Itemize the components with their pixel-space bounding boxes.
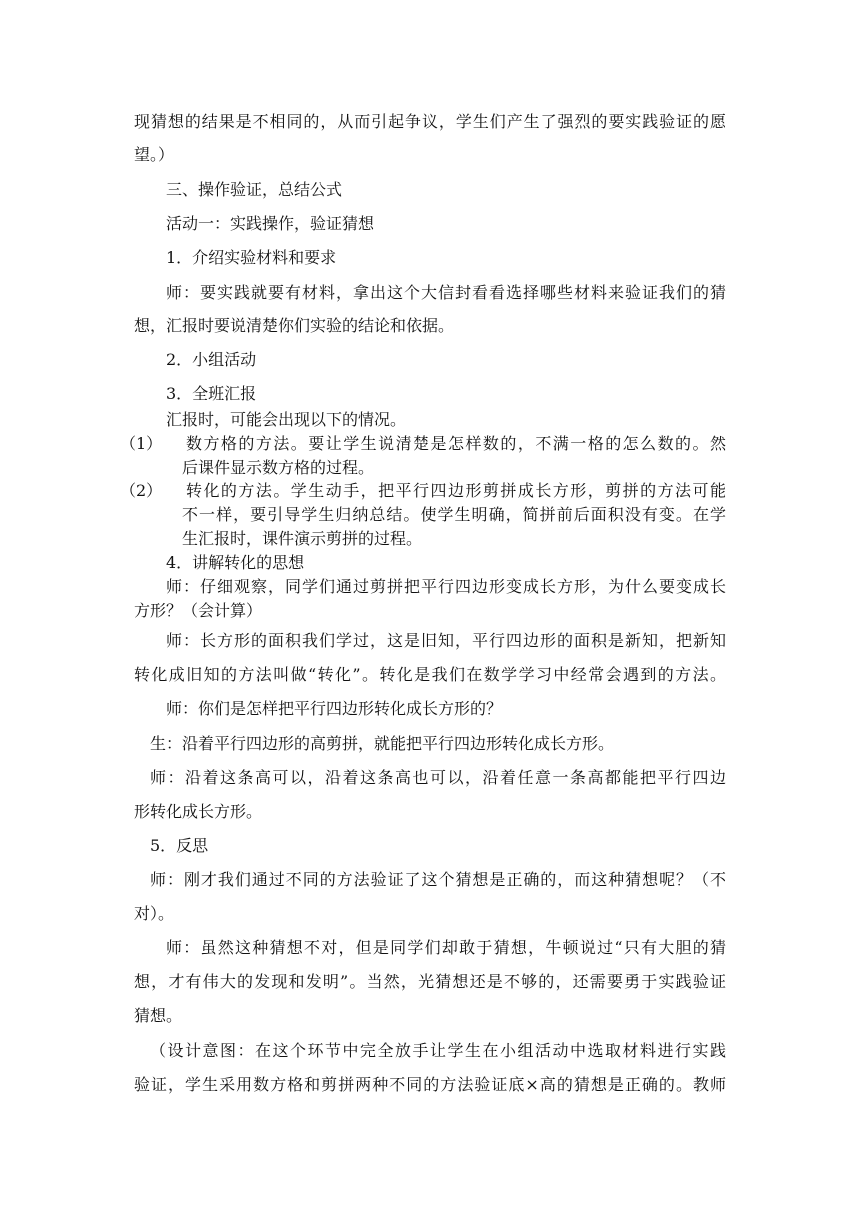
list-item-number: （2）	[120, 481, 163, 500]
step-heading: 1．介绍实验材料和要求	[166, 248, 337, 267]
paragraph-line: 现猜想的结果是不相同的，从而引起争议，学生们产生了强烈的要实践验证的愿	[134, 112, 726, 131]
section-heading: 三、操作验证，总结公式	[166, 180, 343, 199]
paragraph-line: 汇报时，可能会出现以下的情况。	[166, 410, 407, 429]
design-intent-line: （设计意图：在这个环节中完全放手让学生在小组活动中选取材料进行实践	[150, 1041, 726, 1060]
paragraph-line: 方形？（会计算）	[134, 601, 263, 620]
activity-heading: 活动一：实践操作，验证猜想	[166, 214, 375, 233]
step-heading: 4．讲解转化的思想	[166, 553, 305, 572]
list-item-line: 生汇报时，课件演示剪拼的过程。	[182, 529, 423, 548]
paragraph-line: 想，汇报时要说清楚你们实验的结论和依据。	[134, 316, 455, 335]
paragraph-line: 生：沿着平行四边形的高剪拼，就能把平行四边形转化成长方形。	[150, 734, 615, 753]
paragraph-line: 师：仔细观察，同学们通过剪拼把平行四边形变成长方形，为什么要变成长	[166, 577, 726, 596]
list-item-line: 后课件显示数方格的过程。	[182, 458, 375, 477]
paragraph-line: 师：虽然这种猜想不对，但是同学们却敢于猜想，牛顿说过“只有大胆的猜	[166, 938, 726, 957]
paragraph-line: 形转化成长方形。	[134, 802, 263, 821]
list-item-line: 不一样，要引导学生归纳总结。使学生明确，简拼前后面积没有变。在学	[182, 505, 726, 524]
step-heading: 3．全班汇报	[166, 384, 257, 403]
paragraph-line: 师：刚才我们通过不同的方法验证了这个猜想是正确的，而这种猜想呢？（不	[150, 870, 726, 889]
paragraph-line: 猜想。	[134, 1006, 183, 1025]
paragraph-line: 师：长方形的面积我们学过，这是旧知，平行四边形的面积是新知，把新知	[166, 631, 726, 650]
list-item-line: 数方格的方法。要让学生说清楚是怎样数的，不满一格的怎么数的。然	[186, 434, 726, 453]
paragraph-line: 师：你们是怎样把平行四边形转化成长方形的？	[166, 699, 503, 718]
paragraph-line: 转化成旧知的方法叫做“转化”。转化是我们在数学学习中经常会遇到的方法。	[134, 665, 726, 684]
step-heading: 2．小组活动	[166, 350, 257, 369]
design-intent-line: 验证，学生采用数方格和剪拼两种不同的方法验证底×高的猜想是正确的。教师	[134, 1075, 726, 1094]
list-item-number: （1）	[120, 434, 163, 453]
step-heading: 5．反思	[150, 836, 209, 855]
paragraph-line: 对）。	[134, 904, 175, 923]
paragraph-line: 想，才有伟大的发现和发明”。当然，光猜想还是不够的，还需要勇于实践验证	[134, 972, 726, 991]
paragraph-line: 师：要实践就要有材料，拿出这个大信封看看选择哪些材料来验证我们的猜	[166, 283, 726, 302]
list-item-line: 转化的方法。学生动手，把平行四边形剪拼成长方形，剪拼的方法可能	[186, 481, 726, 500]
paragraph-line: 师：沿着这条高可以，沿着这条高也可以，沿着任意一条高都能把平行四边	[150, 768, 726, 787]
paragraph-line: 望。）	[134, 145, 175, 164]
